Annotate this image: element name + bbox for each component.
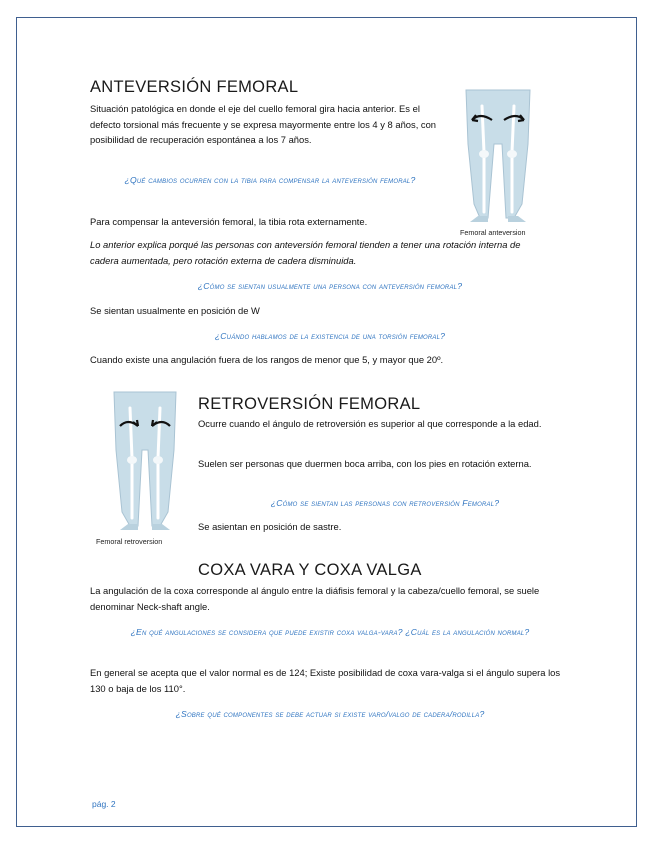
figure-caption-retroversion: Femoral retroversion: [96, 537, 163, 546]
anteversion-question-3: ¿Cuándo hablamos de la existencia de una torsión femoral?: [214, 331, 446, 341]
legs-retroversion-illustration: [106, 388, 184, 534]
anteversion-answer-1: Para compensar la anteversión femoral, la tibia rota externamente.: [90, 216, 368, 227]
coxa-question-2: ¿Sobre qué componentes se debe actuar si existe varo/valgo de cadera/rodilla?: [175, 709, 485, 719]
coxa-question-1: ¿En qué angulaciones se considera que puede existir coxa valga-vara? ¿Cuál es la angulación normal?: [130, 627, 530, 637]
anteversion-question-1: ¿Qué cambios ocurren con la tibia para compensar la anteversión femoral?: [124, 175, 416, 185]
anteversion-question-2: ¿Cómo se sientan usualmente una persona con anteversión femoral?: [197, 281, 463, 291]
section-title-coxa: COXA VARA Y COXA VALGA: [198, 561, 422, 579]
retroversion-question-1: ¿Cómo se sientan las personas con retroversión Femoral?: [270, 498, 500, 508]
coxa-paragraph-1: La angulación de la coxa corresponde al ángulo entre la diáfisis femoral y la cabeza/cuello femoral, se suele denominar Neck-shaft angle.: [90, 585, 540, 612]
coxa-answer-1: En general se acepta que el valor normal es de 124; Existe posibilidad de coxa vara-valga si el ángulo supera los 130 o baja de los 110°.: [90, 667, 561, 694]
anteversion-intro: Situación patológica en donde el eje del cuello femoral gira hacia anterior. Es el defecto torsional más frecuente y se expresa mayormente entre los 4 y 8 años, con posibilidad de recuperación espontánea a los 7 años.: [90, 103, 437, 146]
section-title-retroversion: RETROVERSIÓN FEMORAL: [198, 395, 421, 413]
section-title-anteversion: ANTEVERSIÓN FEMORAL: [90, 78, 299, 96]
page-number: pág. 2: [92, 799, 116, 809]
anteversion-answer-3: Cuando existe una angulación fuera de los rangos de menor que 5, y mayor que 20º.: [90, 354, 444, 365]
figure-caption-anteversion: Femoral anteversion: [460, 228, 526, 237]
retroversion-paragraph-2: Suelen ser personas que duermen boca arriba, con los pies en rotación externa.: [198, 458, 532, 469]
anteversion-answer-2: Se sientan usualmente en posición de W: [90, 305, 260, 316]
retroversion-answer-1: Se asientan en posición de sastre.: [198, 521, 342, 532]
legs-anteversion-illustration: [458, 84, 538, 226]
retroversion-paragraph-1: Ocurre cuando el ángulo de retroversión es superior al que corresponde a la edad.: [198, 418, 542, 429]
anteversion-note: Lo anterior explica porqué las personas con anteversión femoral tienden a tener una rotación interna de cadera aumentada, pero rotación externa de cadera disminuida.: [90, 239, 521, 266]
